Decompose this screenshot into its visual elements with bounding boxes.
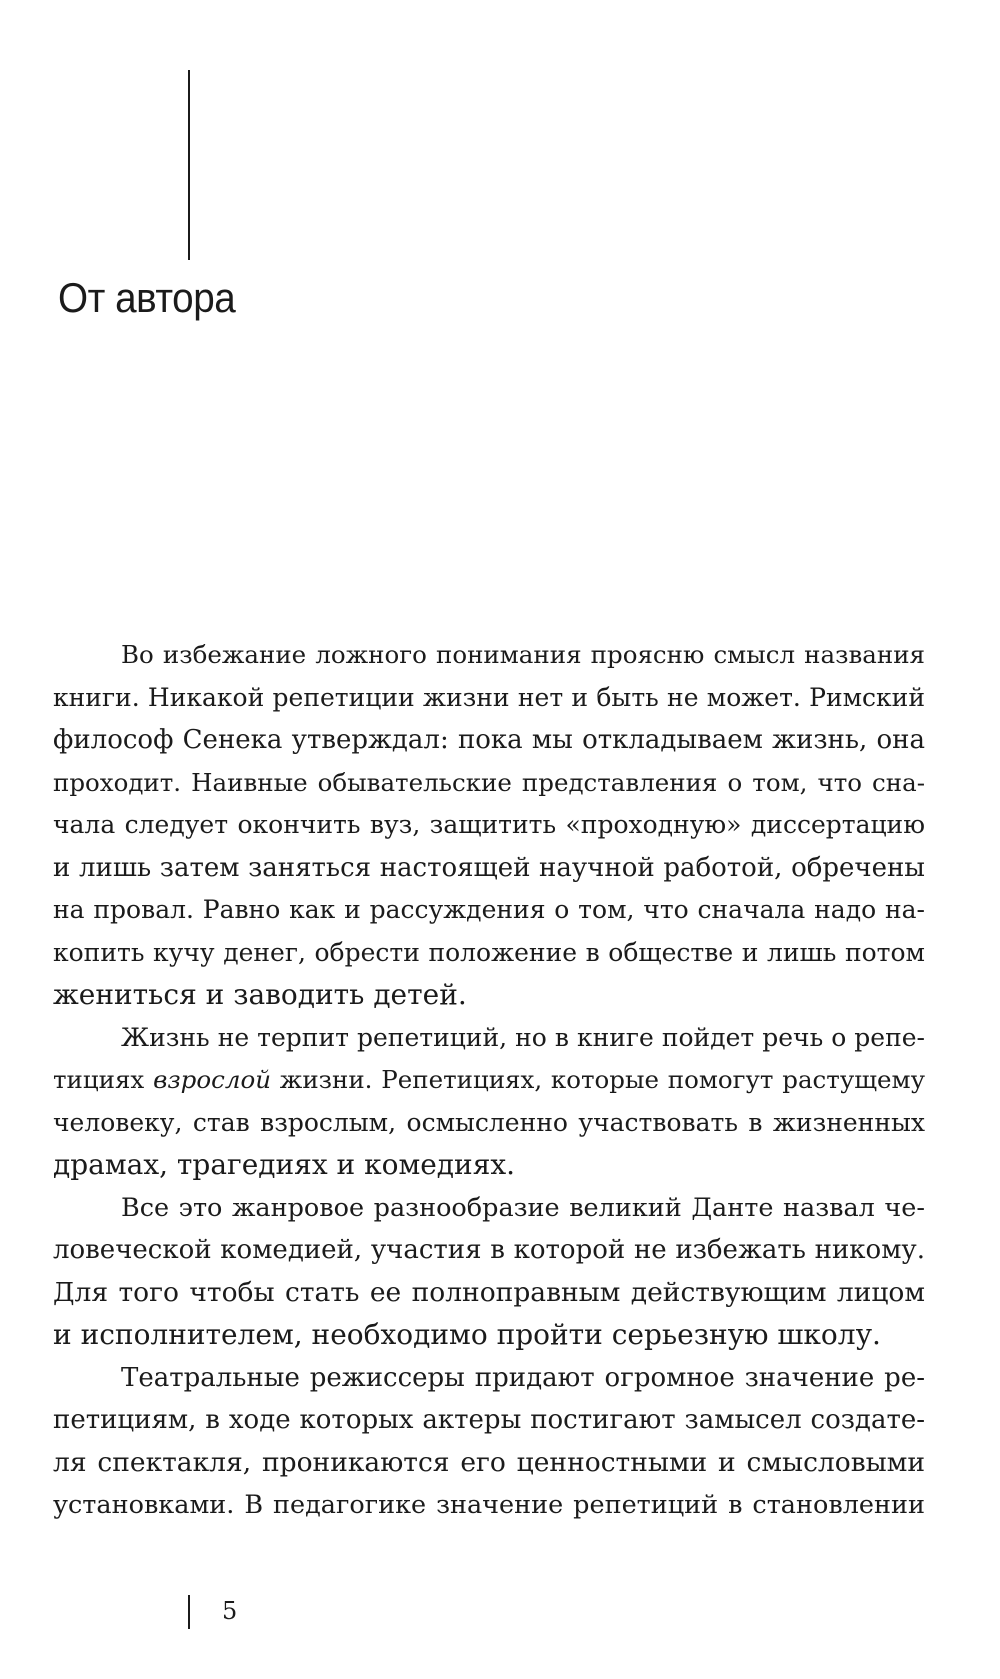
emphasized-word: взрослой [153, 1065, 271, 1094]
chapter-rule [188, 70, 190, 260]
text-line: Во избежание ложного понимания проясню смысл названия [121, 640, 925, 669]
paragraph [53, 1017, 925, 1187]
paragraph [53, 1187, 925, 1357]
text-line: и исполнителем, необходимо пройти серьезную школу. [53, 1318, 881, 1351]
text-fragment: жизни. Репетициях, которые помогут растущему [279, 1065, 925, 1094]
text-line: философ Сенека утверждал: пока мы откладываем жизнь, она [53, 725, 925, 755]
text-line: жениться и заводить детей. [53, 978, 467, 1011]
text-line: чала следует окончить вуз, защитить «проходную» диссертацию [53, 810, 925, 839]
text-line: Все это жанровое разнообразие великий Данте назвал че- [121, 1192, 925, 1223]
text-line: книги. Никакой репетиции жизни нет и быть не может. Римский [53, 682, 925, 712]
text-line: петициям, в ходе которых актеры постигают замысел создате- [53, 1405, 925, 1435]
text-line: ловеческой комедией, участия в которой не избежать никому. [53, 1235, 925, 1265]
text-line: проходит. Наивные обывательские представления о том, что сна- [53, 767, 925, 797]
text-line: Для того чтобы стать ее полноправным действующим лицом [53, 1276, 925, 1308]
footer-rule [188, 1595, 190, 1629]
text-line: драмах, трагедиях и комедиях. [53, 1148, 516, 1181]
text-fragment: тициях [53, 1065, 145, 1094]
text-line: установками. В педагогике значение репетиций в становлении [53, 1490, 925, 1520]
text-line: на провал. Равно как и рассуждения о том, что сначала надо на- [53, 895, 925, 924]
text-line: ля спектакля, проникаются его ценностными и смысловыми [53, 1446, 925, 1478]
text-line: и лишь затем заняться настоящей научной работой, обречены [53, 852, 925, 883]
text-line: Театральные режиссеры придают огромное значение ре- [121, 1362, 925, 1393]
text-line: Жизнь не терпит репетиций, но в книге пойдет речь о репе- [121, 1022, 925, 1052]
text-line: копить кучу денег, обрести положение в обществе и лишь потом [53, 937, 925, 967]
paragraph [53, 1357, 925, 1527]
body-text [53, 634, 925, 1527]
text-line [53, 1059, 925, 1102]
text-line: человеку, став взрослым, осмысленно участвовать в жизненных [53, 1107, 925, 1137]
paragraph [53, 634, 925, 1017]
page-number: 5 [222, 1597, 238, 1625]
chapter-title: От автора [58, 274, 236, 321]
